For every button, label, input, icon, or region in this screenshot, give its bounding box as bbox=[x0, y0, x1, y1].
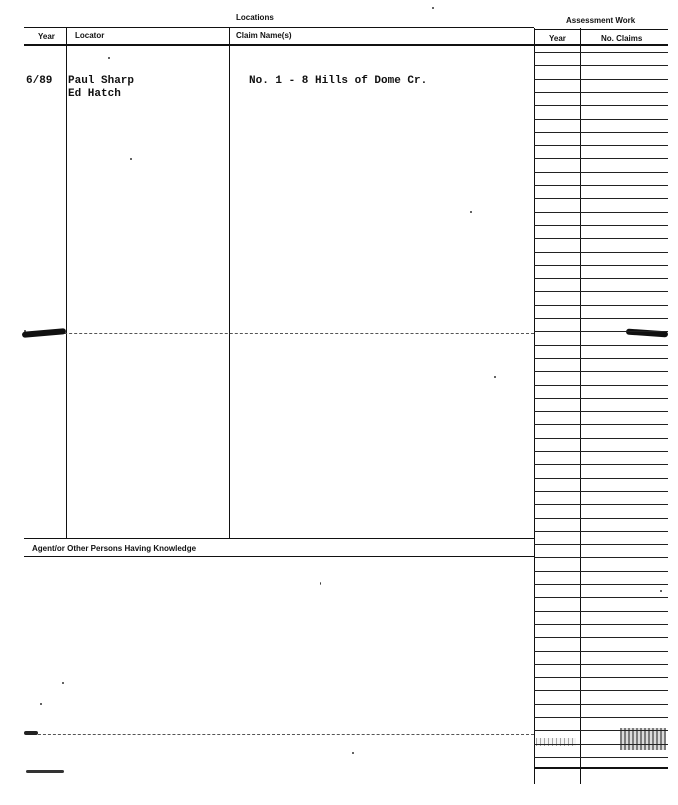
ledger-row-line bbox=[534, 238, 668, 239]
speck bbox=[62, 682, 64, 684]
ledger-row-line bbox=[534, 690, 668, 691]
assessment-ledger bbox=[534, 52, 668, 782]
ledger-row-line bbox=[534, 624, 668, 625]
ledger-row-line bbox=[534, 584, 668, 585]
assessment-header-top-rule bbox=[534, 29, 668, 30]
ledger-row-line bbox=[534, 518, 668, 519]
fold-line-middle bbox=[34, 333, 534, 335]
ledger-row-line bbox=[534, 145, 668, 146]
ledger-row-line bbox=[534, 478, 668, 479]
speck bbox=[108, 57, 110, 59]
speck bbox=[24, 330, 26, 332]
ledger-row-line bbox=[534, 730, 668, 731]
assessment-work-group-label: Assessment Work bbox=[566, 16, 636, 25]
ledger-row-line bbox=[534, 438, 668, 439]
ledger-row-line bbox=[534, 398, 668, 399]
ledger-row-line bbox=[534, 557, 668, 558]
ledger-row-line bbox=[534, 371, 668, 372]
ledger-row-line bbox=[534, 571, 668, 572]
ledger-row-line bbox=[534, 79, 668, 80]
speck bbox=[470, 211, 472, 213]
ledger-row-line bbox=[534, 464, 668, 465]
ledger-row-line bbox=[534, 331, 668, 332]
ledger-row-line bbox=[534, 92, 668, 93]
speck bbox=[432, 7, 434, 9]
ledger-row-line bbox=[534, 318, 668, 319]
ledger-row-line bbox=[534, 212, 668, 213]
ledger-row-line bbox=[534, 291, 668, 292]
ledger-row-line bbox=[534, 105, 668, 106]
ledger-row-line bbox=[534, 717, 668, 718]
ledger-row-line bbox=[534, 651, 668, 652]
agent-section-top-rule bbox=[24, 538, 534, 539]
ledger-row-line bbox=[534, 677, 668, 678]
ledger-row-line bbox=[534, 424, 668, 425]
claim-names-column-header: Claim Name(s) bbox=[236, 31, 292, 40]
ledger-row-line bbox=[534, 544, 668, 545]
year-column-header: Year bbox=[38, 32, 55, 41]
ledger-row-line bbox=[534, 305, 668, 306]
divider-year-locator bbox=[66, 28, 67, 538]
entry-claim-names: No. 1 - 8 Hills of Dome Cr. bbox=[249, 75, 428, 87]
speck bbox=[40, 703, 42, 705]
divider-locator-claims bbox=[229, 28, 230, 538]
header-top-rule bbox=[24, 27, 534, 28]
bottom-smudge-foot bbox=[26, 770, 64, 773]
speck bbox=[130, 158, 132, 160]
ledger-row-line bbox=[534, 185, 668, 186]
no-claims-column-header: No. Claims bbox=[601, 34, 643, 43]
ledger-row-line bbox=[534, 491, 668, 492]
ledger-row-line bbox=[534, 265, 668, 266]
ledger-row-line bbox=[534, 504, 668, 505]
ledger-row-line bbox=[534, 278, 668, 279]
entry-locator-1: Paul Sharp bbox=[68, 75, 135, 87]
ledger-row-line bbox=[534, 119, 668, 120]
ledger-row-line bbox=[534, 252, 668, 253]
ledger-row-line bbox=[534, 52, 668, 53]
ledger-row-line bbox=[534, 65, 668, 66]
ledger-row-line bbox=[534, 198, 668, 199]
ledger-row-line bbox=[534, 358, 668, 359]
locator-column-header: Locator bbox=[75, 31, 105, 40]
ledger-row-line bbox=[534, 611, 668, 612]
entry-locator-2: Ed Hatch bbox=[68, 88, 121, 100]
ledger-row-line bbox=[534, 225, 668, 226]
ledger-row-line bbox=[534, 704, 668, 705]
ledger-row-line bbox=[534, 664, 668, 665]
ledger-row-line bbox=[534, 744, 668, 745]
speck bbox=[320, 582, 321, 585]
ledger-row-line bbox=[534, 172, 668, 173]
ledger-row-line bbox=[534, 637, 668, 638]
entry-year: 6/89 bbox=[26, 75, 53, 87]
ledger-row-line bbox=[534, 345, 668, 346]
bottom-smudge-left bbox=[24, 731, 38, 735]
ledger-row-line bbox=[534, 385, 668, 386]
assessment-year-column-header: Year bbox=[549, 34, 566, 43]
ledger-row-line bbox=[534, 597, 668, 598]
ledger-row-line bbox=[534, 757, 668, 758]
locations-group-label: Locations bbox=[236, 13, 274, 22]
fold-line-bottom bbox=[28, 734, 534, 736]
fold-mark-left bbox=[22, 328, 66, 338]
ledger-row-line bbox=[534, 411, 668, 412]
speck bbox=[352, 752, 354, 754]
agent-section-label: Agent/or Other Persons Having Knowledge bbox=[32, 544, 197, 553]
ledger-row-line bbox=[534, 132, 668, 133]
header-bottom-rule bbox=[24, 44, 668, 46]
ledger-row-line bbox=[534, 158, 668, 159]
ledger-row-line bbox=[534, 531, 668, 532]
agent-section-bottom-rule bbox=[24, 556, 534, 557]
ledger-row-line bbox=[534, 451, 668, 452]
speck bbox=[494, 376, 496, 378]
